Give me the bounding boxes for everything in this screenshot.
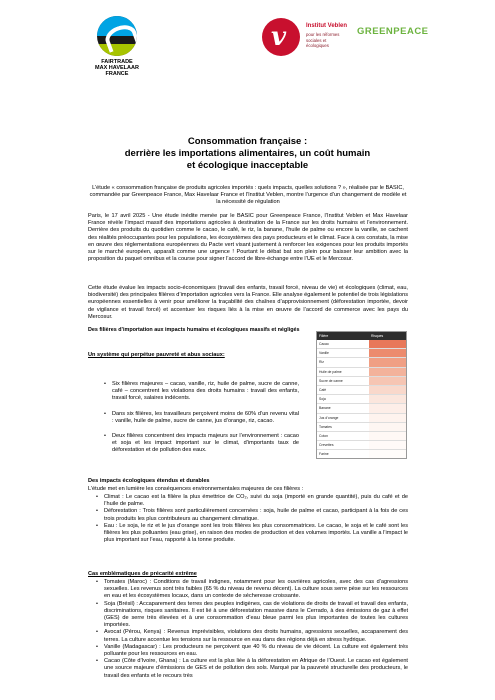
bullets-social [104, 381, 299, 455]
table-row: Huile de palme [317, 368, 406, 377]
intro-paragraph: L’étude « consommation française de produits agricoles importés : quels impacts, quelles solutions ? », réalisée par le BASIC, commandée par Greenpeace France, Max Havelaar France et l’Institut Veblen, montre l’urgence d’un changement de modèle et la nécessité de régulation [89, 185, 407, 206]
section-heading-3: Cas emblématiques de précarité extrême [88, 571, 197, 577]
greenpeace-logo: GREENPEACE [357, 26, 429, 37]
list-item: • Climat : Le cacao est la filière la plus émettrice de CO₂, suivi du soja (importé en grande quantité), puis du café et de l’huile de palme. [96, 494, 408, 508]
risk-cell [369, 377, 406, 385]
bullets-ecology [96, 494, 408, 544]
table-row: Coton [317, 432, 406, 441]
logos-header [0, 14, 495, 84]
list-item: • Soja (Brésil) : Accaparement des terres des peuples indigènes, cas de violations de droits de travail et travail des enfants, discriminations, risques sanitaires. Il est lié à une déforestation massive dans le Cerrado, à des émissions de gaz à effet (GES) de serre très élevées et à une consommation d’eau bleue parmi les plus importantes de toutes les cultures importées. [96, 601, 408, 630]
risk-cell [369, 386, 406, 394]
risk-cell [369, 423, 406, 431]
risk-cell [369, 404, 406, 412]
veblen-logo [262, 18, 422, 62]
section-subheading-1: Un système qui perpétue pauvreté et abus sociaux: [88, 352, 225, 358]
risk-cell [369, 395, 406, 403]
veblen-tagline: pour les réformes sociales et écologiques [306, 32, 340, 48]
list-item: • Vanille (Madagascar) : Les producteurs ne perçoivent que 40 % du niveau de vie décent. La culture est également très polluante pour les ressources en eau. [96, 644, 408, 658]
table-row: Banane [317, 404, 406, 413]
list-item: • Dans six filières, les travailleurs perçoivent moins de 60% d’un revenu vital : vanille, huile de palme, sucre de canne, jus d’orange, riz, cacao. [104, 411, 299, 425]
risk-table [316, 331, 407, 459]
fairtrade-logo-text: FAIRTRADE MAX HAVELAAR FRANCE [95, 59, 139, 77]
table-row: Café [317, 386, 406, 395]
document-title: Consommation française : derrière les importations alimentaires, un coût humain et écologique inacceptable [124, 136, 371, 171]
table-row: Crevettes [317, 441, 406, 450]
table-row: Sucre de canne [317, 377, 406, 386]
risk-cell [369, 340, 406, 348]
paragraph-2: Cette étude évalue les impacts socio-économiques (travail des enfants, travail forcé, niveau de vie) et écologiques (climat, eau, biodiversité) des principales filières d’importation agricoles vers la France. Elle analyse également le potentiel de trois législations européennes essentielles à venir pour améliorer la traçabilité des chaînes d’approvisionnement (déforestation importée, devoir de vigilance et travail forcé) et accentuer les risques liés à la mise en œuvre de l’accord de commerce avec les pays du Mercosur. [88, 285, 408, 320]
list-item: • Tomates (Maroc) : Conditions de travail indignes, notamment pour les ouvrières agricoles, avec des cas d’agressions sexuelles. Les revenus sont très faibles (65 % du niveau de revenu décent). La culture sous serre pèse sur les ressources en eau et les écosystèmes locaux, dans un contexte de sécheresse croissante. [96, 579, 408, 601]
table-row: Tomates [317, 423, 406, 432]
fairtrade-logo [92, 14, 142, 77]
table-row: Farine [317, 450, 406, 458]
risk-cell [369, 358, 406, 366]
section-heading-1: Des filières d’importation aux impacts humains et écologiques massifs et négligés [88, 327, 300, 333]
fairtrade-mark-icon [97, 16, 137, 56]
list-item: • Avocat (Pérou, Kenya) : Revenus imprévisibles, violations des droits humains, agressions sexuelles, accaparement des terres. La culture accentue les tensions sur la ressource en eau dans des régions déjà en stress hydrique. [96, 629, 408, 643]
risk-cell [369, 349, 406, 357]
section-heading-2: Des impacts écologiques étendus et durables [88, 478, 210, 484]
list-item: • Déforestation : Trois filières sont particulièrement concernées : soja, huile de palme et cacao, participant à la fois de ces trois produits les plus contributeurs au changement climatique. [96, 508, 408, 522]
risk-cell [369, 414, 406, 422]
risk-cell [369, 450, 406, 458]
risk-cell [369, 368, 406, 376]
list-item: • Six filières majeures – cacao, vanille, riz, huile de palme, sucre de canne, café – concentrent les violations des droits humains : travail des enfants, travail forcé, salaires indécents. [104, 381, 299, 403]
veblen-name: Institut Veblen [306, 23, 348, 29]
list-item: • Eau : Le soja, le riz et le jus d’orange sont les trois filières les plus consommatrices. Le cacao, le soja et le café sont les filières les plus polluantes (eau grise), en raison des modes de production et des volumes importés. La vanille a l’impact le plus important sur l’eau, rapporté à la tonne produite. [96, 523, 408, 545]
table-row: Soja [317, 395, 406, 404]
paragraph-1: Paris, le 17 avril 2025 - Une étude inédite menée par le BASIC pour Greenpeace France, l’Institut Veblen et Max Havelaar France révèle l’impact massif des importations agricoles à destination de la France sur les droits humains et l’environnement. Derrière des produits du quotidien comme le cacao, le café, le riz, la banane, l’huile de palme ou encore la vanille, se cachent des réalités préoccupantes pour les populations, les écosystèmes des pays producteurs et le climat. Face à ces constats, la mise en œuvre des réglementations européennes du Pacte vert visant justement à renforcer les exigences pour les produits importés sur le marché européen, apparaît comme une urgence ! Pourtant le débat bat son plein pour baisser leur ambition avec la proposition du paquet omnibus et la course pour signer l’accord de libre-échange entre l’UE et le Mercosur. [88, 213, 408, 263]
table-header [317, 332, 406, 340]
veblen-mark-icon: v [262, 18, 300, 56]
risk-cell [369, 441, 406, 449]
list-item: • Deux filières concentrent des impacts majeurs sur l’environnement : cacao et soja et les impact important sur le climat, d’importants taux de déforestation et de pollution des eaux. [104, 433, 299, 455]
table-row: Vanille [317, 349, 406, 358]
list-item: • Cacao (Côte d’Ivoire, Ghana) : La culture est la plus liée à la déforestation en Afrique de l’Ouest. Le cacao est également une source majeure d’émissions de GES et de pollution des sols. Marqué par la pauvreté structurelle des producteurs, le travail des enfants et le recours très [96, 658, 408, 680]
section-intro-2: L’étude met en lumière les conséquences environnementales majeures de ces filières : [88, 486, 304, 492]
table-header-cell: Filière [319, 334, 329, 338]
table-row: Cacao [317, 340, 406, 349]
bullets-cases [96, 579, 408, 700]
table-row: Jus d’orange [317, 414, 406, 423]
table-row: Riz [317, 358, 406, 367]
risk-cell [369, 432, 406, 440]
table-header-cell: Risques [371, 334, 384, 338]
